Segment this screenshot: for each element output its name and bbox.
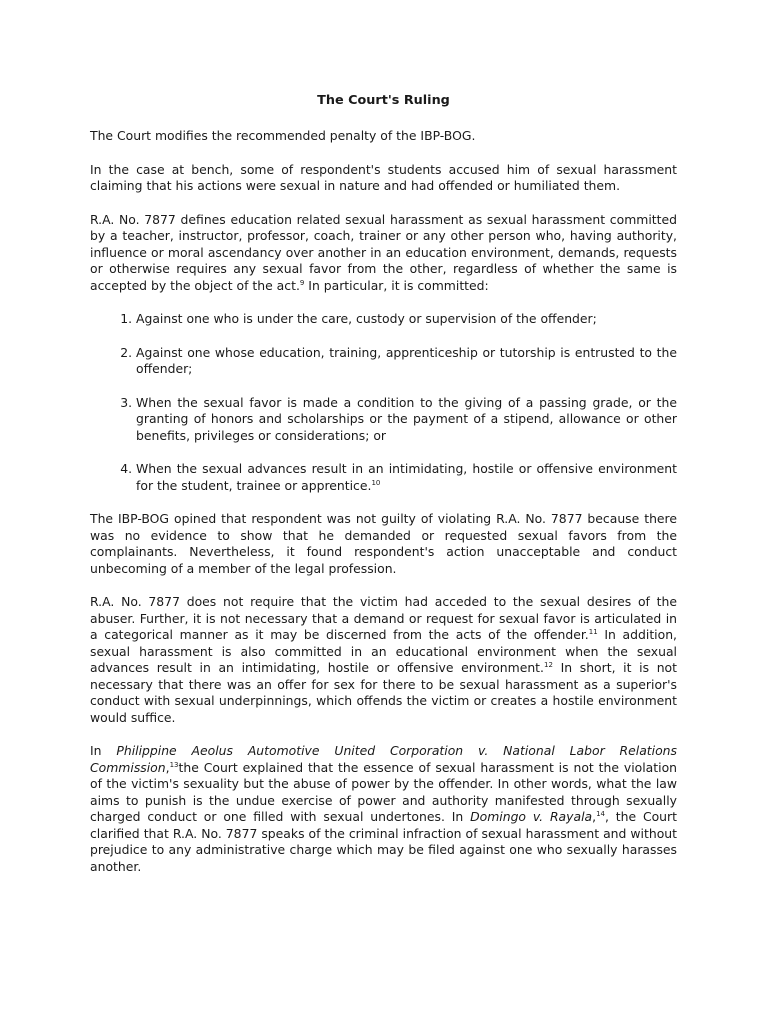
document-title: The Court's Ruling	[317, 93, 450, 108]
document-page	[90, 92, 677, 892]
paragraph-ibp-opinion: The IBP-BOG opined that respondent was not guilty of violating R.A. No. 7877 because there was no evidence to show that he demanded or requested sexual favors from the complainants. Nevertheless, it found respondent's action unacceptable and conduct unbecoming of a member of the legal profession.	[90, 511, 677, 576]
case-name-rayala: Domingo v. Rayala	[470, 809, 593, 824]
list-item: 2. Against one whose education, training, apprenticeship or tutorship is entrusted to the offender;	[136, 345, 677, 378]
committed-list	[90, 311, 677, 494]
definition-text-end: In particular, it is committed:	[304, 277, 489, 293]
case-name-aeolus: Philippine Aeolus Automotive United Corporation v. National Labor Relations Commission	[90, 743, 677, 775]
list-item: 4. When the sexual advances result in an intimidating, hostile or offensive environment for the student, trainee or apprentice.$^{10}$	[136, 461, 677, 494]
footnote-ref-14: 14	[596, 810, 605, 818]
footnote-ref-13: 13	[169, 760, 179, 769]
paragraph-case-law: In Philippine Aeolus Automotive United Corporation v. National Labor Relations Commission,$^{13}$the Court explained that the essence of sexual harassment is not the violation of the victim's sexuality but the abuse of power by the offender. In other words, what the law aims to punish is the undue exercise of power and authority manifested through sexually charged conduct or one filled with sexual undertones. In Domingo v. Rayala,$^{14}$, the Court clarified that R.A. No. 7877 speaks of the criminal infraction of sexual harassment and without prejudice to any administrative charge which may be filed against one who sexually harasses another.	[90, 743, 677, 874]
footnote-ref-11: 11	[588, 628, 598, 636]
footnote-ref-10: 10	[371, 478, 381, 487]
paragraph-not-required: R.A. No. 7877 does not require that the victim had acceded to the sexual desires of the abuser. Further, it is not necessary that a demand or request for sexual favor is articulated in a categorical manner as it may be discerned from the acts of the offender.$^{11}$ In addition, sexual harassment is also committed in an educational environment when the sexual advances result in an intimidating, hostile or offensive environment.$^{12}$ In short, it is not necessary that there was an offer for sex for there to be sexual harassment as a superior's conduct with sexual underpinnings, which offends the victim or creates a hostile environment would suffice.	[90, 594, 677, 725]
footnote-ref-12: 12	[543, 661, 553, 669]
footnote-ref-9: 9	[299, 278, 305, 287]
definition-text: R.A. No. 7877 defines education related sexual harassment as sexual harassment committed by a teacher, instructor, professor, coach, trainer or any other person who, having authority, influence or moral ascendancy over another in an education environment, demands, requests or otherwise requires any sexual favor from the other, regardless of whether the same is accepted by the object of the act.	[90, 211, 677, 293]
paragraph-accusation: In the case at bench, some of respondent's students accused him of sexual harassment claiming that his actions were sexual in nature and had offended or humiliated them.	[90, 161, 677, 193]
paragraph-definition	[90, 212, 677, 295]
list-item: 1. Against one who is under the care, custody or supervision of the offender;	[136, 311, 677, 328]
paragraph-penalty: The Court modifies the recommended penalty of the IBP-BOG.	[90, 128, 476, 143]
list-item: 3. When the sexual favor is made a condition to the giving of a passing grade, or the granting of honors and scholarships or the payment of a stipend, allowance or other benefits, privileges or considerations; or	[136, 395, 677, 445]
